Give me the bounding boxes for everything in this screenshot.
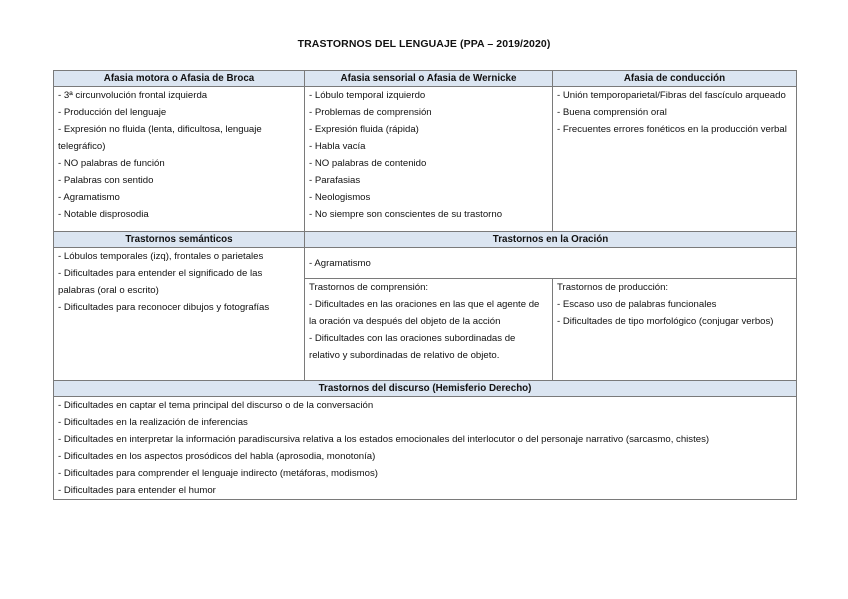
conduccion-header: Afasia de conducción bbox=[553, 71, 797, 87]
discurso-header: Trastornos del discurso (Hemisferio Derecho) bbox=[54, 381, 797, 397]
list-item: - Dificultades para entender el significado de las palabras (oral o escrito) bbox=[58, 268, 263, 296]
list-item: - Dificultades en los aspectos prosódicos del habla (aprosodia, monotonía) bbox=[58, 451, 376, 462]
list-item: - 3ª circunvolución frontal izquierda bbox=[58, 90, 208, 101]
list-item: - Dificultades para entender el humor bbox=[58, 485, 216, 496]
list-item: - NO palabras de función bbox=[58, 158, 165, 169]
list-item: - Dificultades para reconocer dibujos y fotografías bbox=[58, 302, 270, 313]
comprension-heading: Trastornos de comprensión: bbox=[309, 282, 429, 293]
list-item: - Dificultades en captar el tema principal del discurso o de la conversación bbox=[58, 400, 374, 411]
oracion-general-cell bbox=[305, 248, 797, 279]
semanticos-cell bbox=[54, 248, 305, 381]
conduccion-cell bbox=[553, 87, 797, 232]
discurso-cell bbox=[54, 397, 797, 500]
comprension-cell bbox=[305, 279, 553, 381]
wernicke-cell bbox=[305, 87, 553, 232]
list-item: - Dificultades para comprender el lenguaje indirecto (metáforas, modismos) bbox=[58, 468, 378, 479]
list-item: - Problemas de comprensión bbox=[309, 107, 432, 118]
disorders-table bbox=[53, 70, 797, 500]
broca-header: Afasia motora o Afasia de Broca bbox=[54, 71, 305, 87]
list-item: - Expresión fluida (rápida) bbox=[309, 124, 419, 135]
list-item: - Expresión no fluida (lenta, dificultosa, lenguaje telegráfico) bbox=[58, 124, 262, 152]
semantic-sentence-header-row bbox=[54, 232, 797, 248]
list-item: - Agramatismo bbox=[58, 192, 120, 203]
semantic-sentence-row-1 bbox=[54, 248, 797, 279]
list-item: - Agramatismo bbox=[309, 257, 371, 269]
list-item: - Frecuentes errores fonéticos en la producción verbal bbox=[557, 124, 787, 135]
list-item: - Palabras con sentido bbox=[58, 175, 154, 186]
list-item: - Escaso uso de palabras funcionales bbox=[557, 299, 717, 310]
list-item: - Habla vacía bbox=[309, 141, 366, 152]
wernicke-header: Afasia sensorial o Afasia de Wernicke bbox=[305, 71, 553, 87]
list-item: - Lóbulo temporal izquierdo bbox=[309, 90, 426, 101]
document-title: TRASTORNOS DEL LENGUAJE (PPA – 2019/2020) bbox=[297, 38, 551, 50]
produccion-cell bbox=[553, 279, 797, 381]
list-item: - Dificultades en interpretar la información paradiscursiva relativa a los estados emocionales del interlocutor o del personaje narrativo (sarcasmo, chistes) bbox=[58, 434, 710, 445]
list-item: - Producción del lenguaje bbox=[58, 107, 167, 118]
list-item: - Dificultades con las oraciones subordinadas de relativo y subordinadas de relativo de objeto. bbox=[309, 333, 516, 361]
list-item: - NO palabras de contenido bbox=[309, 158, 427, 169]
aphasia-header-row bbox=[54, 71, 797, 87]
broca-cell bbox=[54, 87, 305, 232]
discourse-body-row bbox=[54, 397, 797, 500]
list-item: - Notable disprosodia bbox=[58, 209, 149, 220]
list-item: - No siempre son conscientes de su trastorno bbox=[309, 209, 503, 220]
list-item: - Lóbulos temporales (izq), frontales o parietales bbox=[58, 251, 264, 262]
oracion-header: Trastornos en la Oración bbox=[305, 232, 797, 248]
semanticos-header: Trastornos semánticos bbox=[54, 232, 305, 248]
list-item: - Unión temporoparietal/Fibras del fascículo arqueado bbox=[557, 90, 786, 101]
list-item: - Dificultades en la realización de inferencias bbox=[58, 417, 248, 428]
produccion-heading: Trastornos de producción: bbox=[557, 282, 669, 293]
aphasia-body-row bbox=[54, 87, 797, 232]
list-item: - Parafasias bbox=[309, 175, 361, 186]
list-item: - Dificultades en las oraciones en las que el agente de la oración va después del objeto de la acción bbox=[309, 299, 540, 327]
discourse-header-row bbox=[54, 381, 797, 397]
list-item: - Dificultades de tipo morfológico (conjugar verbos) bbox=[557, 316, 774, 327]
list-item: - Buena comprensión oral bbox=[557, 107, 667, 118]
list-item: - Neologismos bbox=[309, 192, 371, 203]
